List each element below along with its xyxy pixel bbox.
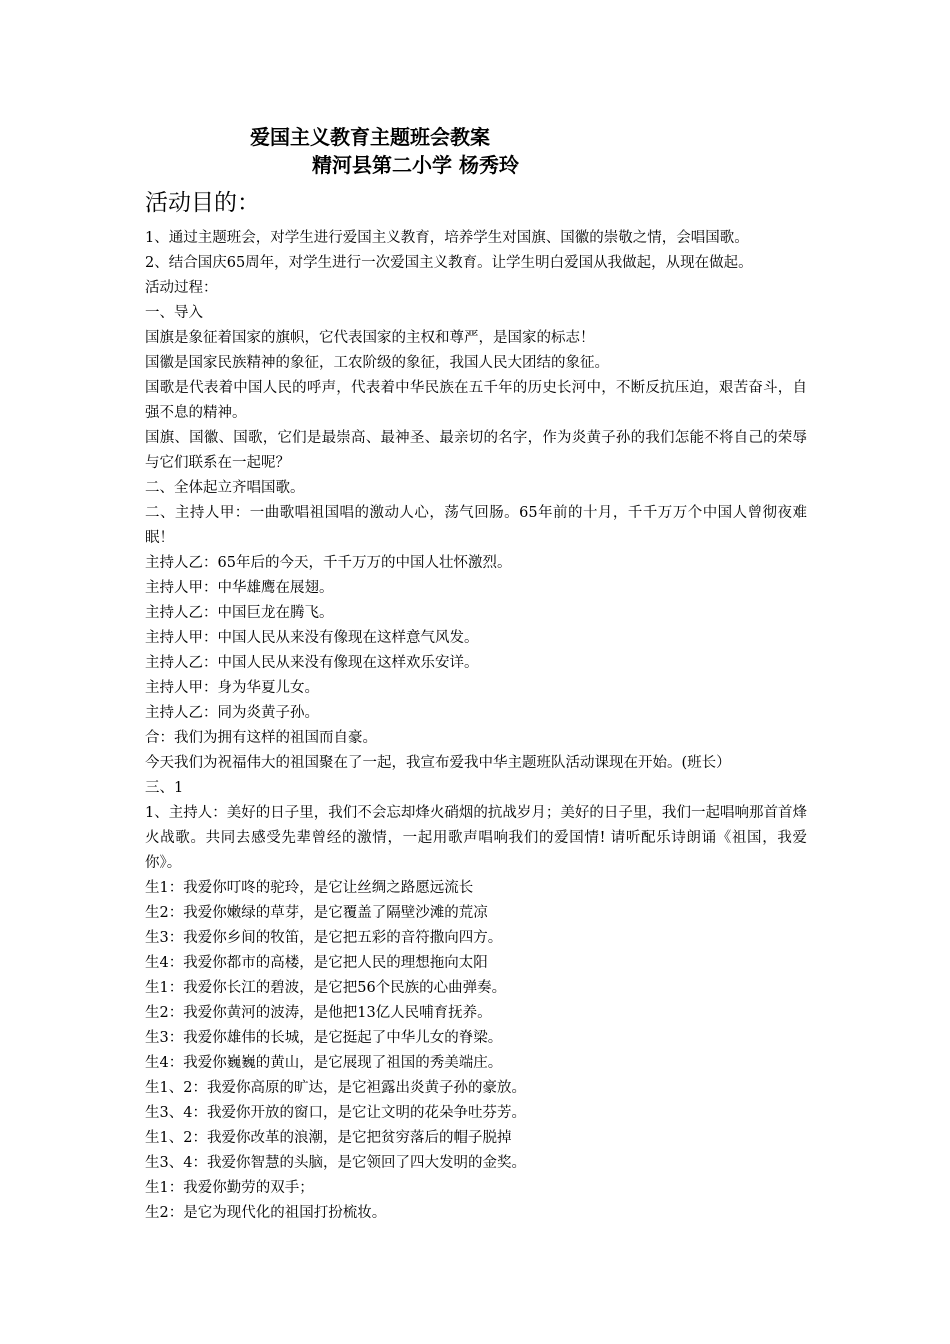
paragraph: 生4：我爱你巍巍的黄山，是它展现了祖国的秀美端庄。 — [145, 1055, 503, 1071]
paragraph: 生2：是它为现代化的祖国打扮梳妆。 — [145, 1205, 387, 1221]
paragraph: 1、主持人：美好的日子里，我们不会忘却烽火硝烟的抗战岁月；美好的日子里，我们一起唱响那首首烽火战歌。共同去感受先辈曾经的激情，一起用歌声唱响我们的爱国情! 请听配乐诗朗诵《祖国，我爱你》。 — [145, 805, 807, 871]
paragraph: 二、全体起立齐唱国歌。 — [145, 480, 305, 496]
paragraph: 生1：我爱你勤劳的双手； — [145, 1180, 314, 1196]
paragraph: 三、1 — [145, 780, 184, 796]
paragraph: 主持人甲：中华雄鹰在展翅。 — [145, 580, 334, 596]
paragraph: 生4：我爱你都市的高楼，是它把人民的理想拖向太阳 — [145, 955, 488, 971]
document-body — [145, 226, 807, 1226]
paragraph: 二、主持人甲：一曲歌唱祖国唱的激动人心，荡气回肠。65年前的十月，千千万万个中国人曾彻夜难眠！ — [145, 505, 807, 546]
paragraph: 主持人乙：同为炎黄子孙。 — [145, 705, 319, 721]
paragraph: 生1、2：我爱你高原的旷达，是它袒露出炎黄子孙的豪放。 — [145, 1080, 526, 1096]
document-title: 爱国主义教育主题班会教案 — [250, 125, 490, 149]
paragraph: 主持人甲：中国人民从来没有像现在这样意气风发。 — [145, 630, 479, 646]
paragraph: 生2：我爱你嫩绿的草芽，是它覆盖了隔壁沙滩的荒凉 — [145, 905, 488, 921]
section-heading: 活动目的： — [145, 190, 260, 216]
paragraph: 生1、2：我爱你改革的浪潮，是它把贫穷落后的帽子脱掉 — [145, 1130, 512, 1146]
paragraph: 生3：我爱你雄伟的长城，是它挺起了中华儿女的脊梁。 — [145, 1030, 503, 1046]
paragraph: 1、通过主题班会，对学生进行爱国主义教育，培养学生对国旗、国徽的崇敬之情，会唱国歌。 — [145, 230, 749, 246]
paragraph: 主持人甲：身为华夏儿女。 — [145, 680, 319, 696]
paragraph: 主持人乙：65年后的今天，千千万万的中国人壮怀激烈。 — [145, 555, 512, 571]
paragraph: 2、结合国庆65周年，对学生进行一次爱国主义教育。让学生明白爱国从我做起，从现在做起。 — [145, 255, 753, 271]
paragraph: 国旗是象征着国家的旗帜，它代表国家的主权和尊严，是国家的标志！ — [145, 330, 595, 346]
paragraph: 活动过程： — [145, 280, 218, 296]
paragraph: 生3、4：我爱你智慧的头脑，是它领回了四大发明的金奖。 — [145, 1155, 526, 1171]
paragraph: 生1：我爱你长江的碧波，是它把56个民族的心曲弹奏。 — [145, 980, 507, 996]
paragraph: 生3、4：我爱你开放的窗口，是它让文明的花朵争吐芬芳。 — [145, 1105, 526, 1121]
author-line: 精河县第二小学 杨秀玲 — [312, 153, 519, 177]
paragraph: 国歌是代表着中国人民的呼声，代表着中华民族在五千年的历史长河中，不断反抗压迫，艰苦奋斗，自强不息的精神。 — [145, 380, 807, 421]
paragraph: 国旗、国徽、国歌，它们是最崇高、最神圣、最亲切的名字，作为炎黄子孙的我们怎能不将自己的荣辱与它们联系在一起呢？ — [145, 430, 807, 471]
paragraph: 国徽是国家民族精神的象征，工农阶级的象征，我国人民大团结的象征。 — [145, 355, 609, 371]
paragraph: 今天我们为祝福伟大的祖国聚在了一起，我宣布爱我中华主题班队活动课现在开始。(班长） — [145, 755, 731, 771]
paragraph: 生2：我爱你黄河的波涛，是他把13亿人民哺育抚养。 — [145, 1005, 492, 1021]
paragraph: 主持人乙：中国人民从来没有像现在这样欢乐安详。 — [145, 655, 479, 671]
paragraph: 一、导入 — [145, 305, 203, 321]
paragraph: 主持人乙：中国巨龙在腾飞。 — [145, 605, 334, 621]
paragraph: 合：我们为拥有这样的祖国而自豪。 — [145, 730, 377, 746]
paragraph: 生1：我爱你叮咚的驼玲，是它让丝绸之路愿远流长 — [145, 880, 474, 896]
paragraph: 生3：我爱你乡间的牧笛，是它把五彩的音符撒向四方。 — [145, 930, 503, 946]
